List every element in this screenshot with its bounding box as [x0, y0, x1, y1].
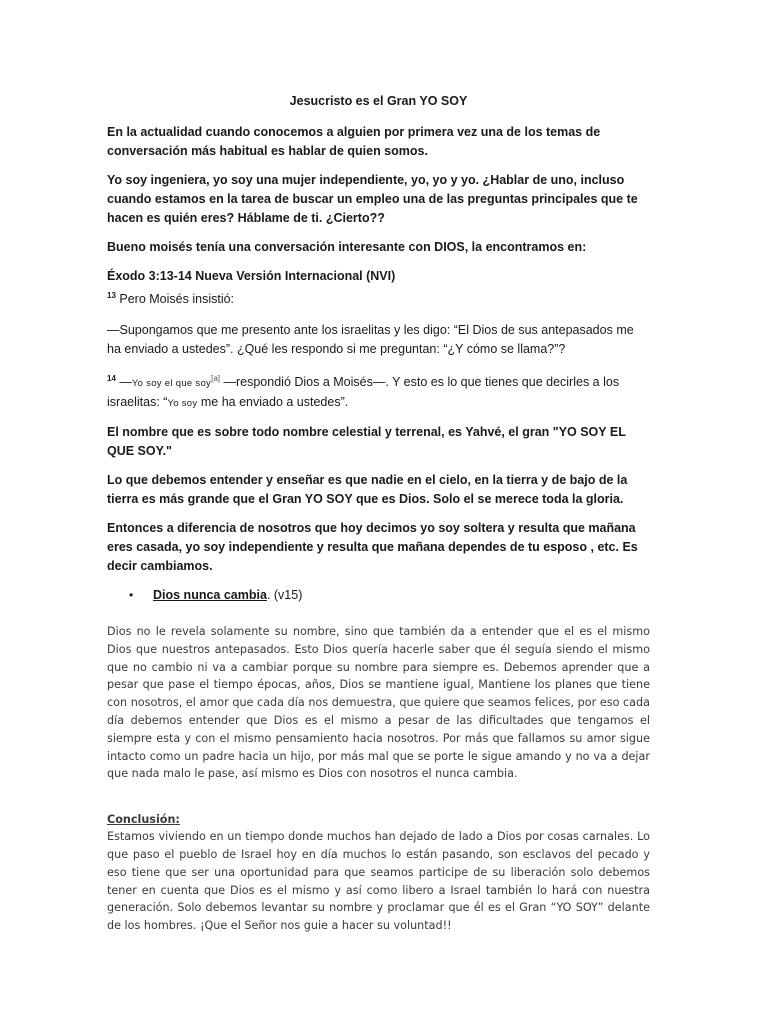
verse-13-quote: —Supongamos que me presento ante los israelitas y les digo: “El Dios de sus antepasados me ha enviado a ustedes”. ¿Qué les respondo si me preguntan: “¿Y cómo se llama?”? [107, 323, 634, 356]
bullet-icon: • [129, 588, 134, 602]
paragraph-moises: Bueno moisés tenía una conversación interesante con DIOS, la encontramos en: [107, 240, 587, 254]
verse-14-end: me ha enviado a ustedes”. [197, 395, 349, 409]
bullet-item [129, 586, 650, 605]
footnote-link[interactable]: [a] [211, 373, 221, 383]
bullet-suffix: . (v15) [266, 588, 303, 602]
verse-14-yo-soy: Yo soy el que soy [131, 378, 212, 389]
verse-14-dash: — [119, 375, 132, 389]
verse-14-text: —respondió Dios a Moisés—. Y esto es lo que tienes que decirles a los israelitas: “ [107, 375, 620, 409]
verse-13-number: 13 [107, 290, 116, 300]
page-title: Jesucristo es el Gran YO SOY [289, 94, 468, 108]
paragraph-intro: En la actualidad cuando conocemos a alguien por primera vez una de los temas de conversación más habitual es hablar de quien somos. [107, 125, 601, 158]
verse-13-text: Pero Moisés insistió: [119, 292, 235, 306]
verse-14 [107, 373, 650, 413]
verse-14-yo-soy-2: Yo soy [167, 398, 198, 409]
bullet-label: Dios nunca cambia [153, 588, 267, 602]
verse-13 [107, 290, 650, 309]
conclusion-body: Estamos viviendo en un tiempo donde muchos han dejado de lado a Dios por cosas carnales. Lo que paso el pueblo de Israel hoy en día muchos lo están pasando, son esclavos del pecado y eso tiene que ser una oportunidad para que seamos participe de su liberación solo debemos tener en cuenta que Dios es el mismo y así como libero a Israel también lo hará con nuestra generación. Solo debemos levantar su nombre y proclamar que él es el Gran “YO SOY” delante de los hombres. ¡Que el Señor nos guie a hacer su voluntad!! [107, 830, 650, 933]
paragraph-diferencia: Entonces a diferencia de nosotros que hoy decimos yo soy soltera y resulta que mañana eres casada, yo soy independiente y resulta que mañana dependes de tu esposo , etc. Es decir cambiamos. [107, 521, 638, 573]
bullet-text [153, 586, 302, 605]
paragraph-nunca-cambia: Dios no le revela solamente su nombre, sino que también da a entender que el es el mismo Dios que nuestros antepasados. Esto Dios quería hacerle saber que él seguía siendo el mismo que no cambio ni va a cambiar porque su nombre para siempre es. Debemos aprender que a pesar que pase el tiempo épocas, años, Dios se mantiene igual, Mantiene los planes que tiene con nosotros, el amor que cada día nos demuestra, que quiere que seamos felices, por eso cada día debemos entender que Dios es el mismo a pesar de las dificultades que tengamos el siempre esta y con el mismo pensamiento hacia nosotros. Por más que fallamos su amor sigue intacto como un padre hacia un hijo, por más mal que se porte le sigue amando y no va a dejar que nada malo le pase, así mismo es Dios con nosotros el nunca cambia. [107, 625, 650, 781]
scripture-reference: Éxodo 3:13-14 Nueva Versión Internacional (NVI) [107, 269, 396, 283]
paragraph-yahve: El nombre que es sobre todo nombre celestial y terrenal, es Yahvé, el gran "YO SOY EL QUE SOY." [107, 425, 626, 458]
paragraph-yo-soy: Yo soy ingeniera, yo soy una mujer independiente, yo, yo y yo. ¿Hablar de uno, incluso cuando estamos en la tarea de buscar un empleo una de las preguntas principales que te hacen es quién eres? Háblame de ti. ¿Cierto?? [107, 173, 638, 225]
paragraph-nadie: Lo que debemos entender y enseñar es que nadie en el cielo, en la tierra y de bajo de la tierra es más grande que el Gran YO SOY que es Dios. Solo el se merece toda la gloria. [107, 473, 628, 506]
verse-14-number: 14 [107, 373, 116, 383]
conclusion-heading: Conclusión: [107, 813, 180, 827]
